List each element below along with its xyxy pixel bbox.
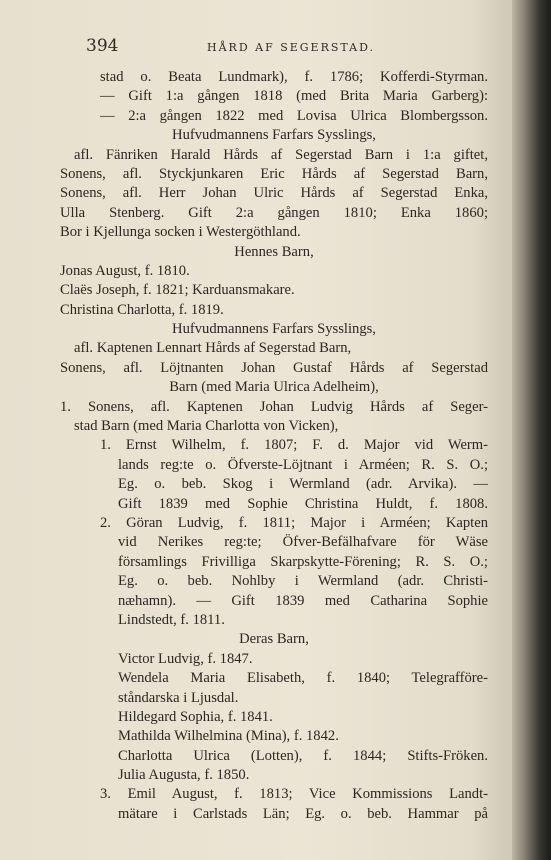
- text-line: Sonens, afl. Styckjunkaren Eric Hårds af Segerstad Barn,: [60, 165, 488, 182]
- text-line: Eg. o. beb. Skog i Wermland (adr. Arvika). —: [118, 476, 488, 493]
- text-line: Christina Charlotta, f. 1819.: [60, 301, 224, 318]
- text-line: Wendela Maria Elisabeth, f. 1840; Telegrafföre-: [118, 670, 488, 687]
- text-line: afl. Fänriken Harald Hårds af Segerstad Barn i 1:a giftet,: [74, 146, 488, 163]
- text-line: Eg. o. beb. Nohlby i Wermland (adr. Christi-: [118, 573, 488, 590]
- text-line: 1. Ernst Wilhelm, f. 1807; F. d. Major vid Werm-: [100, 437, 488, 454]
- text-line: — 2:a gången 1822 med Lovisa Ulrica Blombergsson.: [100, 107, 488, 124]
- text-line: Mathilda Wilhelmina (Mina), f. 1842.: [118, 728, 339, 745]
- text-line: Jonas August, f. 1810.: [60, 262, 190, 279]
- text-line: Julia Augusta, f. 1850.: [118, 767, 250, 784]
- text-line: 1. Sonens, afl. Kaptenen Johan Ludvig Hårds af Seger-: [60, 398, 488, 415]
- text-line: Sonens, afl. Herr Johan Ulric Hårds af Segerstad Enka,: [60, 185, 488, 202]
- text-line: afl. Kaptenen Lennart Hårds af Segerstad Barn,: [74, 340, 352, 357]
- text-line: Claës Joseph, f. 1821; Karduansmakare.: [60, 282, 295, 299]
- page-number: 394: [86, 36, 119, 56]
- text-line: stad o. Beata Lundmark), f. 1786; Kofferdi-Styrman.: [100, 69, 488, 85]
- text-line: församlings Frivilliga Skarpskytte-Förening; R. S. O.;: [118, 553, 488, 570]
- text-line: Bor i Kjellunga socken i Westergöthland.: [60, 224, 301, 241]
- text-line: Barn (med Maria Ulrica Adelheim),: [169, 379, 379, 396]
- page-edge: [512, 0, 551, 860]
- text-line: Victor Ludvig, f. 1847.: [118, 650, 253, 667]
- text-line: Hennes Barn,: [234, 243, 314, 260]
- running-title: HÅRD AF SEGERSTAD.: [207, 41, 376, 54]
- text-line: 3. Emil August, f. 1813; Vice Kommissions Landt-: [100, 786, 488, 803]
- text-line: Ulla Stenberg. Gift 2:a gången 1810; Enka 1860;: [60, 204, 488, 221]
- text-line: Lindstedt, f. 1811.: [118, 611, 225, 628]
- text-line: Gift 1839 med Sophie Christina Huldt, f. 1808.: [118, 495, 488, 512]
- text-line: Charlotta Ulrica (Lotten), f. 1844; Stifts-Fröken.: [118, 747, 488, 764]
- text-line: — Gift 1:a gången 1818 (med Brita Maria Garberg):: [100, 88, 488, 105]
- text-line: ståndarska i Ljusdal.: [118, 689, 239, 706]
- text-line: vid Nerikes reg:te; Öfver-Befälhafvare för Wäse: [118, 534, 488, 551]
- text-line: 2. Göran Ludvig, f. 1811; Major i Arméen; Kapten: [100, 514, 488, 531]
- text-line: mätare i Carlstads Län; Eg. o. beb. Hammar på: [118, 805, 488, 822]
- text-line: næhamn). — Gift 1839 med Catharina Sophie: [118, 592, 488, 609]
- text-line: stad Barn (med Maria Charlotta von Vicken),: [74, 418, 339, 435]
- text-line: Hufvudmannens Farfars Sysslings,: [172, 127, 376, 144]
- text-line: Sonens, afl. Löjtnanten Johan Gustaf Hårds af Segerstad: [60, 359, 488, 376]
- text-line: Hufvudmannens Farfars Sysslings,: [172, 321, 376, 338]
- text-line: Hildegard Sophia, f. 1841.: [118, 708, 273, 725]
- page-body: [60, 68, 488, 824]
- text-line: lands reg:te o. Öfverste-Löjtnant i Arméen; R. S. O.;: [118, 456, 488, 473]
- text-line: Deras Barn,: [239, 631, 309, 648]
